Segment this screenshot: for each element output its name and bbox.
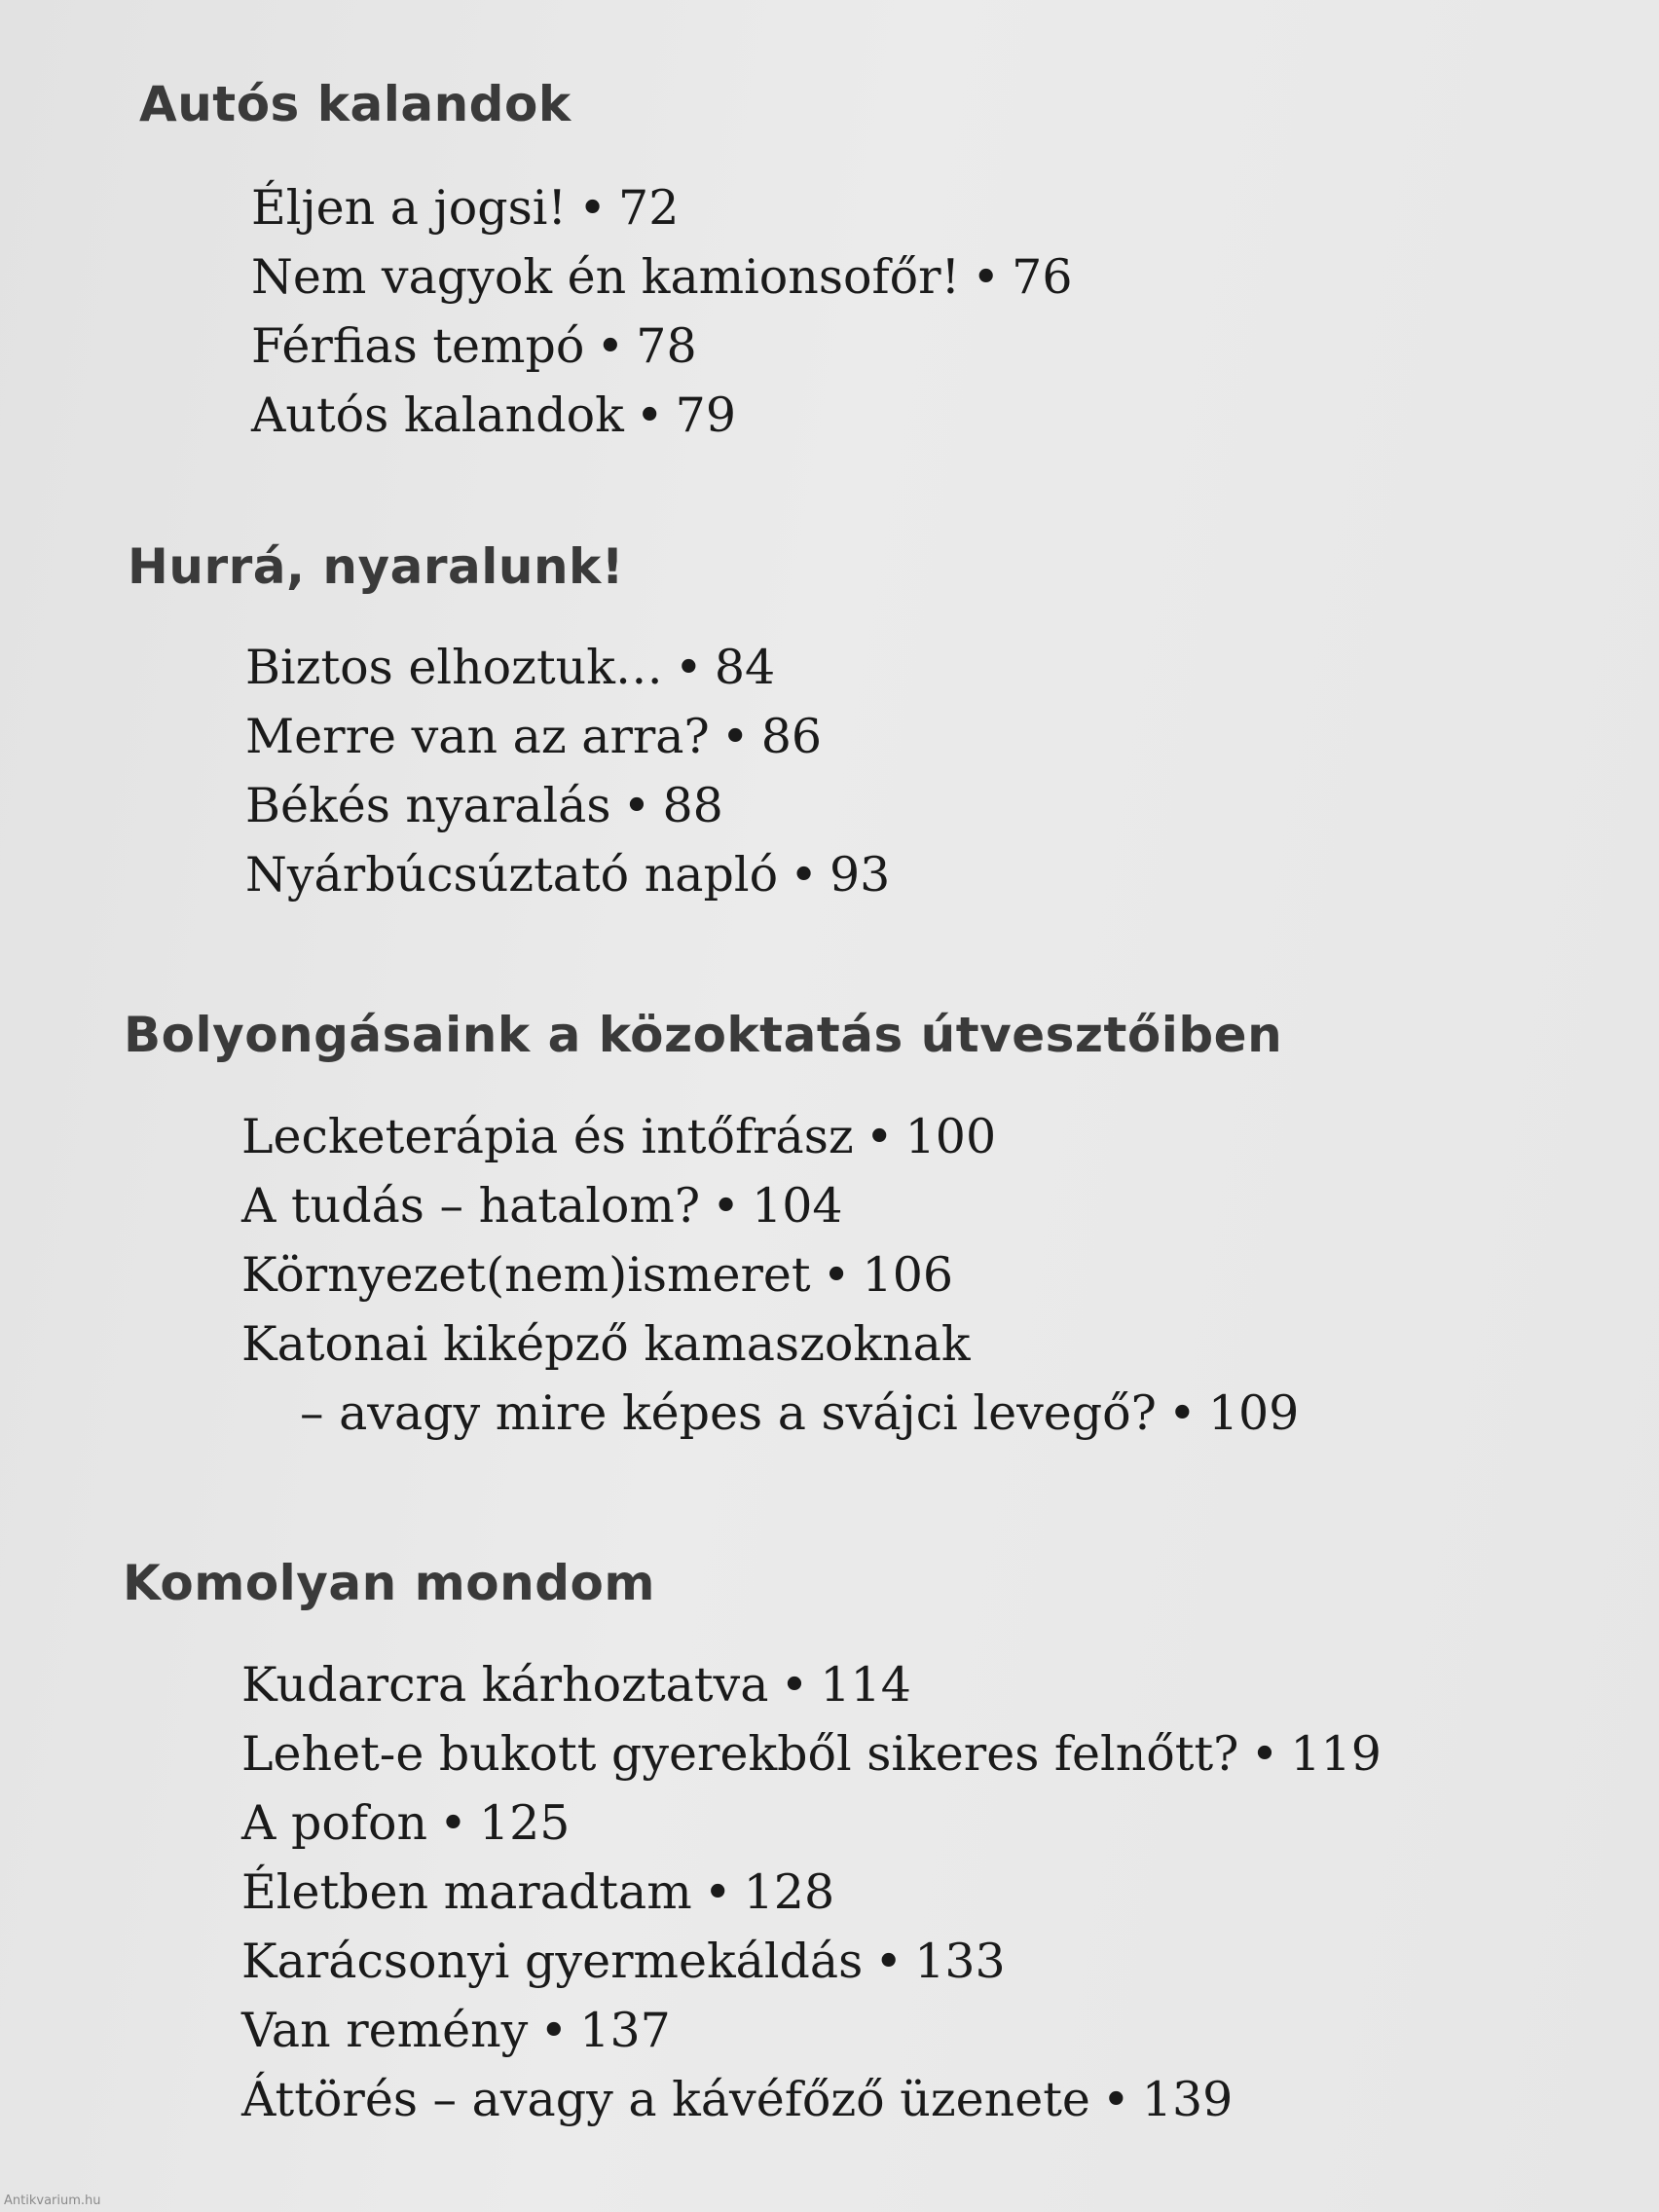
entry-title: Nem vagyok én kamionsofőr! [251, 249, 961, 305]
bullet-separator: • [703, 1864, 732, 1920]
entry-page-number: 72 [618, 180, 680, 236]
entry-title: A pofon [241, 1795, 428, 1851]
section-entries [251, 173, 1073, 450]
toc-entry [241, 1996, 1382, 2065]
bullet-separator: • [539, 2003, 569, 2058]
entry-page-number: 88 [662, 778, 723, 833]
bullet-separator: • [972, 249, 1001, 305]
section-heading-hurra-nyaralunk: Hurrá, nyaralunk! [128, 538, 625, 595]
bullet-separator: • [790, 847, 818, 903]
toc-entry [241, 1171, 1299, 1240]
bullet-separator: • [874, 1934, 903, 1989]
entry-title: Autós kalandok [251, 387, 624, 443]
bullet-separator: • [1167, 1385, 1197, 1441]
watermark: Antikvarium.hu [4, 2194, 101, 2208]
entry-page-number: 79 [675, 387, 737, 443]
bullet-separator: • [865, 1109, 894, 1164]
toc-entry [251, 173, 1073, 242]
toc-entry [245, 771, 890, 840]
entry-title: A tudás – hatalom? [241, 1178, 701, 1234]
section-heading-komolyan-mondom: Komolyan mondom [123, 1555, 655, 1611]
toc-entry [241, 2065, 1382, 2134]
entry-page-number: 86 [760, 709, 823, 764]
toc-entry [241, 1858, 1382, 1927]
entry-title: Férfias tempó [251, 318, 585, 374]
entry-title: Merre van az arra? [245, 709, 710, 764]
entry-page-number: 114 [820, 1657, 911, 1713]
entry-title: Lehet-e bukott gyerekből sikeres felnőtt? [241, 1726, 1239, 1782]
bullet-separator: • [635, 387, 664, 443]
toc-entry [251, 381, 1073, 450]
entry-title: Nyárbúcsúztató napló [245, 847, 779, 903]
section-entries [241, 1102, 1299, 1448]
entry-subtitle: – avagy mire képes a svájci levegő? [300, 1385, 1157, 1441]
entry-title: Van remény [241, 2003, 529, 2058]
entry-page-number: 78 [636, 318, 697, 374]
entry-page-number: 109 [1207, 1385, 1300, 1441]
bullet-separator: • [622, 778, 651, 833]
entry-page-number: 106 [862, 1247, 954, 1303]
section-entries [241, 1650, 1382, 2134]
bullet-separator: • [822, 1247, 851, 1303]
section-heading-bolyongasaink: Bolyongásaink a közoktatás útvesztőiben [124, 1007, 1283, 1063]
bullet-separator: • [578, 180, 608, 236]
entry-page-number: 119 [1290, 1726, 1382, 1782]
toc-entry [241, 1927, 1382, 1996]
toc-entry [245, 633, 890, 702]
entry-title: Kudarcra kárhoztatva [241, 1657, 769, 1713]
bullet-separator: • [596, 318, 625, 374]
entry-page-number: 104 [752, 1178, 843, 1234]
bullet-separator: • [780, 1657, 809, 1713]
toc-entry [241, 1240, 1299, 1309]
entry-title: Lecketerápia és intőfrász [241, 1109, 854, 1164]
entry-title: Áttörés – avagy a kávéfőző üzenete [241, 2072, 1090, 2127]
entry-page-number: 139 [1141, 2072, 1234, 2127]
toc-entry [245, 702, 890, 771]
entry-page-number: 133 [914, 1934, 1006, 1989]
toc-entry [241, 1102, 1299, 1171]
toc-entry [245, 840, 890, 909]
bullet-separator: • [720, 709, 750, 764]
toc-entry [251, 242, 1073, 312]
toc-entry [241, 1309, 1299, 1448]
bullet-separator: • [712, 1178, 741, 1234]
entry-title: Életben maradtam [241, 1864, 692, 1920]
entry-page-number: 125 [478, 1795, 571, 1851]
entry-title: Katonai kiképző kamaszoknak [241, 1316, 971, 1372]
toc-entry [241, 1719, 1382, 1788]
entry-title: Éljen a jogsi! [251, 180, 568, 236]
entry-subtitle-line [241, 1379, 1299, 1448]
entry-page-number: 128 [743, 1864, 835, 1920]
bullet-separator: • [439, 1795, 467, 1851]
section-entries [245, 633, 890, 909]
section-heading-autos-kalandok: Autós kalandok [139, 76, 571, 132]
toc-entry [241, 1788, 1382, 1858]
entry-page-number: 84 [714, 640, 776, 695]
entry-page-number: 93 [829, 847, 891, 903]
entry-title: Karácsonyi gyermekáldás [241, 1934, 864, 1989]
bullet-separator: • [1250, 1726, 1279, 1782]
bullet-separator: • [674, 640, 703, 695]
entry-title: Békés nyaralás [245, 778, 611, 833]
entry-title: Biztos elhoztuk… [245, 640, 663, 695]
entry-page-number: 76 [1012, 249, 1073, 305]
toc-entry [241, 1650, 1382, 1719]
entry-page-number: 137 [579, 2003, 671, 2058]
entry-page-number: 100 [904, 1109, 997, 1164]
entry-title: Környezet(nem)ismeret [241, 1247, 811, 1303]
bullet-separator: • [1101, 2072, 1130, 2127]
toc-entry [251, 312, 1073, 381]
